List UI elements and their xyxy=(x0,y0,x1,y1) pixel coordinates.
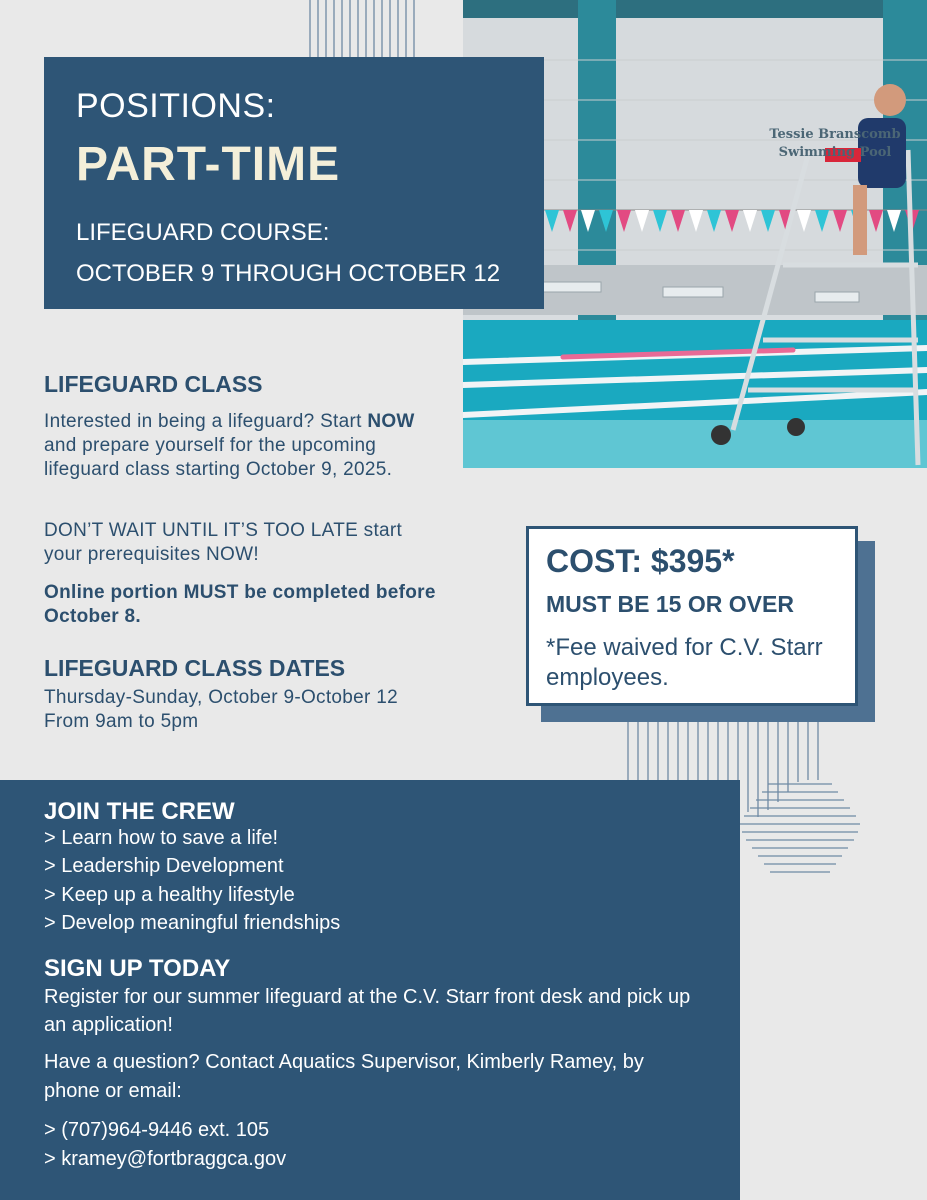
info-panel xyxy=(0,780,740,1200)
crew-benefit-2: > Leadership Development xyxy=(44,855,284,877)
intro-now: NOW xyxy=(367,411,415,432)
class-hours: From 9am to 5pm xyxy=(44,711,199,732)
prerequisite-warning: DON’T WAIT UNTIL IT’S TOO LATE start your prerequisites NOW! xyxy=(44,520,403,565)
intro-text-start: Interested in being a lifeguard? Start xyxy=(44,411,362,432)
class-dates-title: LIFEGUARD CLASS DATES xyxy=(44,655,346,681)
cost-box xyxy=(526,526,858,706)
fee-waiver-note: *Fee waived for C.V. Starr employees. xyxy=(546,634,823,691)
lifeguard-class-title: LIFEGUARD CLASS xyxy=(44,371,263,397)
contact-question: Have a question? Contact Aquatics Supervisor, Kimberly Ramey, by phone or email: xyxy=(44,1051,644,1102)
online-portion-note: Online portion MUST be completed before October 8. xyxy=(44,582,436,627)
cost-title: COST: $395* xyxy=(546,543,735,579)
age-requirement: MUST BE 15 OR OVER xyxy=(546,591,794,617)
join-crew-title: JOIN THE CREW xyxy=(44,798,235,825)
pool-sign-line2: Swimming Pool xyxy=(778,145,892,160)
crew-benefit-4: > Develop meaningful friendships xyxy=(44,912,341,934)
contact-email[interactable]: > kramey@fortbraggca.gov xyxy=(44,1148,287,1170)
pool-sign-line1: Tessie Branscomb xyxy=(769,127,901,142)
decorative-hexagon xyxy=(740,780,860,878)
sign-up-title: SIGN UP TODAY xyxy=(44,955,231,982)
class-days: Thursday-Sunday, October 9-October 12 xyxy=(44,687,398,708)
positions-label: POSITIONS: xyxy=(76,87,276,125)
part-time-heading: PART-TIME xyxy=(76,138,341,191)
course-dates: OCTOBER 9 THROUGH OCTOBER 12 xyxy=(76,260,501,287)
crew-benefit-3: > Keep up a healthy lifestyle xyxy=(44,884,295,906)
intro-text-end: and prepare yourself for the upcoming lifeguard class starting October 9, 2025. xyxy=(44,435,393,480)
register-text: Register for our summer lifeguard at the C.V. Starr front desk and pick up an application! xyxy=(44,986,691,1036)
header-box xyxy=(44,57,544,309)
course-label: LIFEGUARD COURSE: xyxy=(76,219,330,246)
crew-benefit-1: > Learn how to save a life! xyxy=(44,827,279,849)
class-intro xyxy=(44,410,444,482)
contact-phone[interactable]: > (707)964-9446 ext. 105 xyxy=(44,1119,270,1141)
